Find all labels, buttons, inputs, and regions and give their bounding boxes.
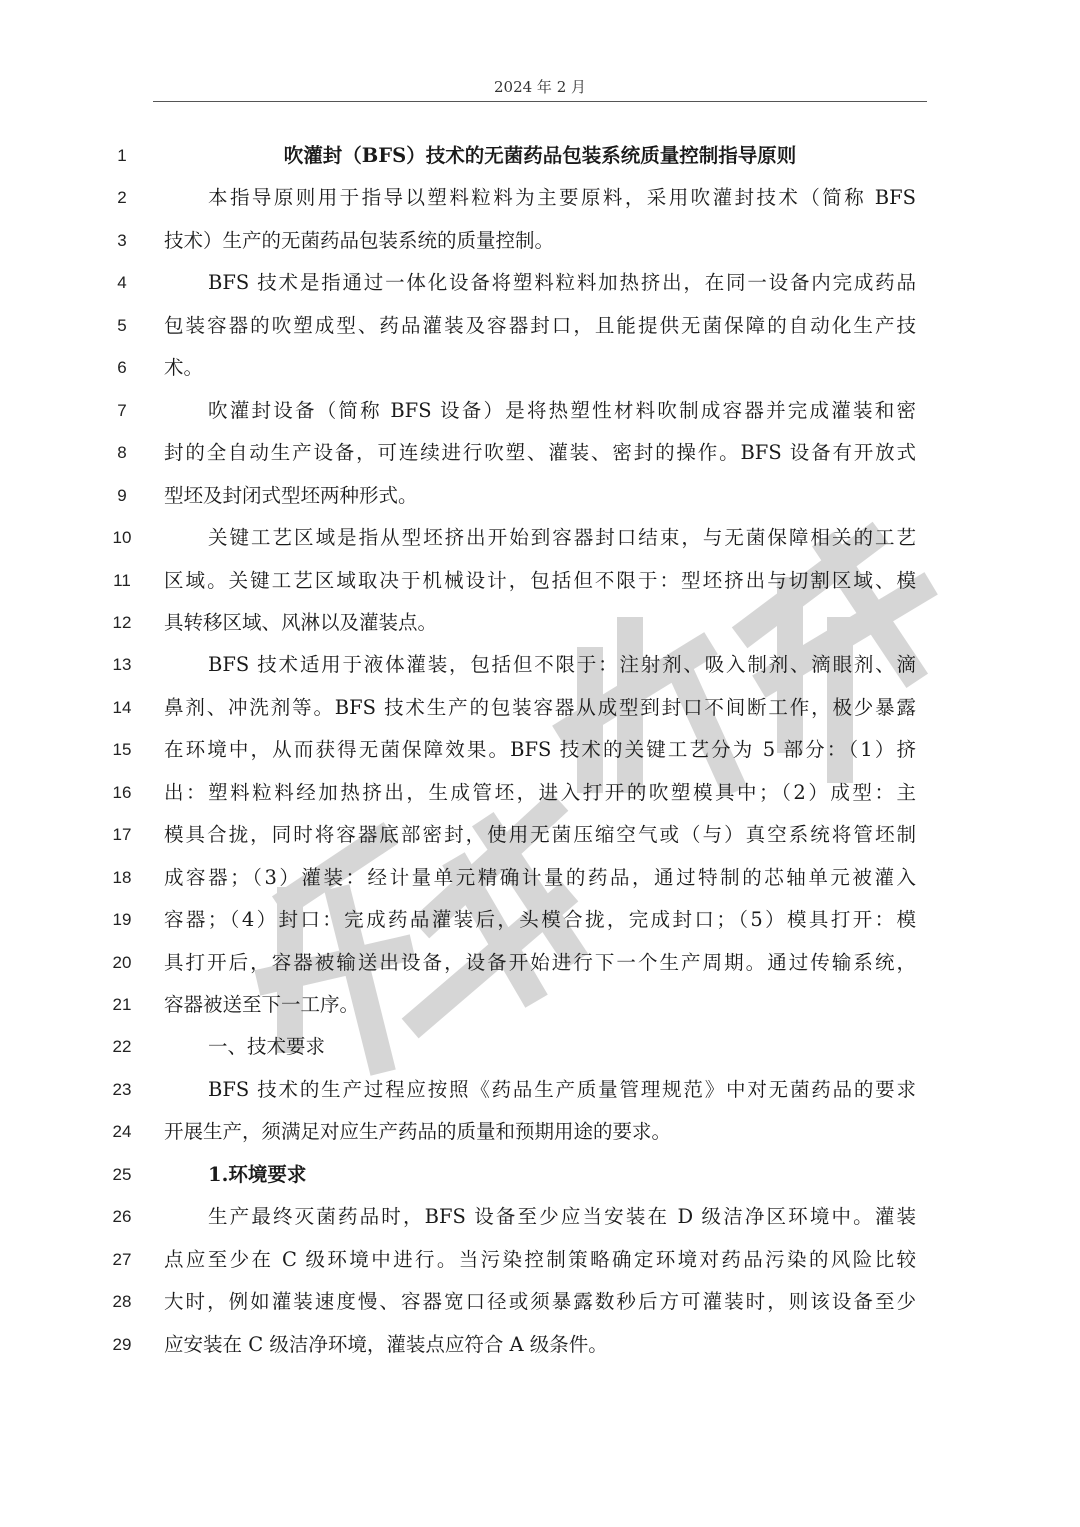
- line-number: 9: [117, 485, 127, 505]
- line-number: 4: [117, 273, 127, 293]
- text-line: 本指导原则用于指导以塑料粒料为主要原料，采用吹灌封技术（简称 BFS: [208, 186, 916, 210]
- line-number: 21: [112, 995, 132, 1014]
- line-number: 3: [117, 230, 127, 250]
- text-line: BFS 技术适用于液体灌装，包括但不限于：注射剂、吸入制剂、滴眼剂、滴: [208, 653, 916, 677]
- line-number: 22: [112, 1037, 132, 1057]
- text-line: 容器；（4）封口：完成药品灌装后，头模合拢，完成封口；（5）模具打开：模: [164, 908, 916, 932]
- text-line: BFS 技术是指通过一体化设备将塑料粒料加热挤出，在同一设备内完成药品: [208, 271, 916, 295]
- text-line: 封的全自动生产设备，可连续进行吹塑、灌装、密封的操作。BFS 设备有开放式: [164, 441, 916, 465]
- section-heading: 1.环境要求: [208, 1162, 307, 1186]
- line-number: 8: [117, 443, 127, 463]
- text-line: 点应至少在 C 级环境中进行。当污染控制策略确定环境对药品污染的风险比较: [164, 1247, 916, 1271]
- text-line: 术。: [164, 356, 204, 380]
- line-number: 13: [112, 655, 132, 675]
- text-line: 技术）生产的无菌药品包装系统的质量控制。: [164, 228, 555, 252]
- line-number: 27: [112, 1249, 132, 1269]
- text-line: 关键工艺区域是指从型坯挤出开始到容器封口结束，与无菌保障相关的工艺: [208, 526, 916, 550]
- text-line: 型坯及封闭式型坯两种形式。: [164, 483, 418, 507]
- line-number: 14: [112, 697, 132, 717]
- text-line: BFS 技术的生产过程应按照《药品生产质量管理规范》中对无菌药品的要求: [208, 1077, 916, 1101]
- line-number: 17: [112, 825, 132, 845]
- text-line: 应安装在 C 级洁净环境，灌装点应符合 A 级条件。: [164, 1332, 608, 1356]
- line-number: 5: [117, 315, 127, 335]
- text-line: 鼻剂、冲洗剂等。BFS 技术生产的包装容器从成型到封口不间断工作，极少暴露: [164, 695, 916, 719]
- header-rule: [153, 101, 927, 102]
- text-line: 模具合拢，同时将容器底部密封，使用无菌压缩空气或（与）真空系统将管坯制: [164, 823, 916, 847]
- text-line: 大时，例如灌装速度慢、容器宽口径或须暴露数秒后方可灌装时，则该设备至少: [164, 1290, 916, 1314]
- text-line: 容器被送至下一工序。: [164, 993, 360, 1016]
- line-number: 29: [112, 1334, 132, 1354]
- text-line: 包装容器的吹塑成型、药品灌装及容器封口，且能提供无菌保障的自动化生产技: [164, 313, 916, 337]
- line-number: 16: [112, 782, 132, 802]
- line-number: 12: [112, 612, 132, 632]
- text-line: 区域。关键工艺区域取决于机械设计，包括但不限于：型坯挤出与切割区域、模: [164, 568, 916, 592]
- text-line: 生产最终灭菌药品时，BFS 设备至少应当安装在 D 级洁净区环境中。灌装: [208, 1205, 916, 1229]
- text-line: 成容器；（3）灌装：经计量单元精确计量的药品，通过特制的芯轴单元被灌入: [164, 865, 916, 889]
- section-heading: 一、技术要求: [208, 1035, 326, 1059]
- line-number: 23: [112, 1079, 132, 1099]
- line-number: 11: [113, 570, 131, 590]
- line-number: 6: [117, 358, 127, 378]
- page-header-date: 2024 年 2 月: [493, 78, 587, 96]
- line-number: 1: [117, 146, 127, 165]
- line-number: 26: [112, 1207, 132, 1227]
- text-line: 具打开后，容器被输送出设备，设备开始进行下一个生产周期。通过传输系统，: [164, 950, 916, 974]
- line-number: 20: [112, 952, 132, 972]
- line-number: 2: [117, 188, 127, 208]
- line-number: 24: [112, 1122, 132, 1142]
- text-line: 在环境中，从而获得无菌保障效果。BFS 技术的关键工艺分为 5 部分：（1）挤: [164, 738, 916, 762]
- text-line: 吹灌封设备（简称 BFS 设备）是将热塑性材料吹制成容器并完成灌装和密: [208, 398, 916, 422]
- text-line: 开展生产，须满足对应生产药品的质量和预期用途的要求。: [164, 1120, 672, 1144]
- text-line: 具转移区域、风淋以及灌装点。: [164, 610, 438, 634]
- document-title: 吹灌封（BFS）技术的无菌药品包装系统质量控制指导原则: [283, 144, 797, 167]
- line-number: 25: [112, 1164, 132, 1184]
- line-number: 28: [112, 1292, 132, 1312]
- text-line: 出：塑料粒料经加热挤出，生成管坯，进入打开的吹塑模具中；（2）成型：主: [164, 780, 916, 804]
- line-number: 10: [112, 528, 132, 548]
- line-number: 15: [112, 740, 132, 760]
- line-number: 19: [112, 910, 132, 930]
- line-number: 18: [112, 867, 132, 887]
- line-number: 7: [117, 400, 127, 420]
